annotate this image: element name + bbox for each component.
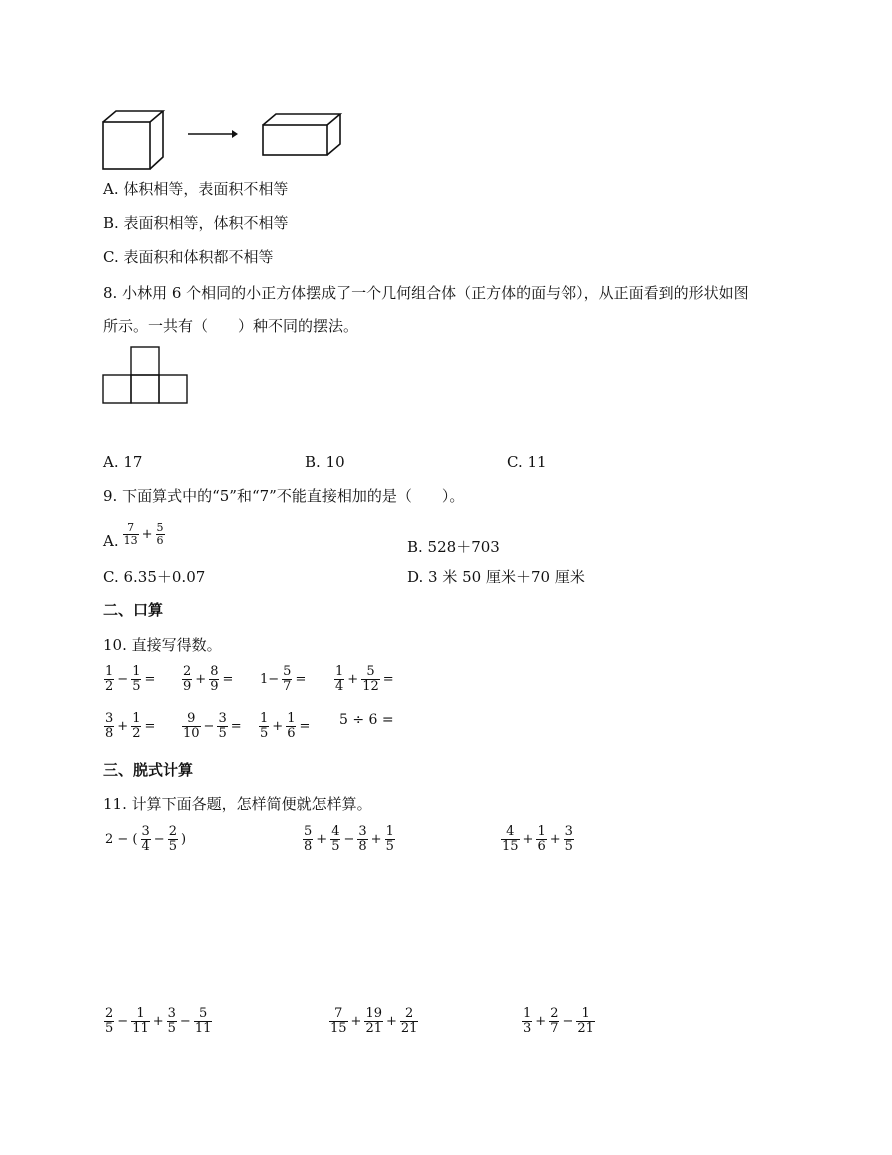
question-8-line2: 所示。一共有（ ）种不同的摆法。	[103, 317, 359, 335]
numerator: 2	[105, 1006, 114, 1021]
numerator: 19	[365, 1006, 382, 1021]
denominator: 5	[331, 839, 340, 854]
fraction	[286, 712, 296, 741]
denominator: 21	[577, 1021, 594, 1036]
operator: −	[179, 1014, 191, 1029]
numerator: 1	[136, 1006, 145, 1021]
operator: +	[350, 1014, 362, 1029]
math-expression	[521, 1007, 596, 1036]
denominator: 6	[287, 726, 296, 741]
fraction	[576, 1007, 595, 1036]
operator: 2 − (	[105, 832, 138, 847]
numerator: 2	[550, 1006, 559, 1021]
denominator: 5	[385, 839, 394, 854]
expression-text: 5 ÷ 6 =	[339, 712, 394, 728]
math-expression	[258, 665, 308, 694]
numerator: 1	[132, 664, 141, 679]
denominator: 2	[132, 726, 141, 741]
math-expression	[302, 825, 396, 854]
operator: +	[549, 832, 561, 847]
numerator: 2	[405, 1006, 414, 1021]
math-expression	[328, 1007, 419, 1036]
fraction	[167, 1007, 177, 1036]
math-expression	[103, 665, 157, 694]
math-expression	[103, 712, 157, 741]
equals-sign: =	[299, 719, 311, 734]
cube-to-cuboid-figure	[100, 108, 360, 178]
option-c: C. 表面积和体积都不相等	[103, 248, 274, 266]
numerator: 2	[183, 664, 192, 679]
section-title: 三、脱式计算	[103, 761, 194, 779]
operator: +	[316, 832, 328, 847]
denominator: 21	[400, 1021, 418, 1036]
operator: +	[141, 526, 153, 542]
fraction	[259, 712, 269, 741]
denominator: 8	[105, 726, 114, 741]
denominator: 15	[502, 839, 519, 854]
fraction	[104, 665, 114, 694]
equals-sign: =	[382, 672, 394, 687]
operator: −	[562, 1014, 574, 1029]
fraction	[385, 825, 395, 854]
denominator: 6	[537, 839, 546, 854]
denominator: 5	[564, 839, 573, 854]
math-expression	[103, 1007, 213, 1036]
math-expression	[258, 712, 312, 741]
denominator: 15	[330, 1021, 347, 1036]
numerator: 1	[537, 824, 546, 839]
denominator: 5	[168, 839, 177, 854]
fraction	[361, 665, 380, 694]
denominator: 9	[183, 679, 192, 694]
math-expression	[103, 825, 188, 854]
operator: +	[272, 719, 284, 734]
denominator: 2	[105, 679, 114, 694]
fraction	[131, 712, 141, 741]
denominator: 3	[523, 1021, 532, 1036]
numerator: 1	[335, 664, 344, 679]
q8-option-b: B. 10	[305, 453, 345, 471]
numerator: 5	[198, 1006, 208, 1021]
numerator: 7	[334, 1006, 343, 1021]
numerator: 3	[358, 824, 367, 839]
fraction	[303, 825, 313, 854]
fraction	[549, 1007, 559, 1036]
question-11-stem: 11. 计算下面各题，怎样简便就怎样算。	[103, 795, 372, 813]
operator: +	[535, 1014, 547, 1029]
denominator: 21	[365, 1021, 382, 1036]
numerator: 4	[506, 824, 515, 839]
operator: +	[152, 1014, 164, 1029]
fraction	[168, 825, 178, 854]
front-view-figure	[102, 345, 192, 407]
math-expression	[181, 712, 244, 741]
operator: +	[195, 672, 207, 687]
numerator: 1	[105, 664, 114, 679]
operator: )	[180, 832, 187, 847]
operator: 1−	[260, 672, 280, 687]
fraction	[334, 665, 344, 694]
denominator: 11	[194, 1021, 212, 1036]
numerator: 2	[168, 824, 177, 839]
numerator: 5	[283, 664, 292, 679]
operator: +	[117, 719, 129, 734]
fraction	[141, 825, 151, 854]
numerator: 1	[287, 711, 296, 726]
option-a-label: A.	[103, 532, 119, 550]
denominator: 5	[132, 679, 141, 694]
equals-sign: =	[230, 719, 242, 734]
fraction	[104, 1007, 114, 1036]
question-10-stem: 10. 直接写得数。	[103, 636, 222, 654]
fraction	[182, 665, 192, 694]
fraction	[330, 825, 340, 854]
q9-option-c: C. 6.35＋0.07	[103, 568, 206, 586]
numerator: 5	[304, 824, 313, 839]
operator: −	[117, 672, 129, 687]
q8-option-c: C. 11	[507, 453, 547, 471]
denominator: 12	[362, 679, 379, 694]
option-a: A. 体积相等，表面积不相等	[103, 180, 289, 198]
numerator: 3	[218, 711, 227, 726]
fraction	[564, 825, 574, 854]
numerator: 1	[260, 711, 269, 726]
equals-sign: =	[295, 672, 307, 687]
denominator: 5	[218, 726, 227, 741]
fraction	[194, 1007, 213, 1036]
operator: −	[153, 832, 165, 847]
numerator: 4	[331, 824, 340, 839]
fraction	[104, 712, 114, 741]
numerator: 1	[132, 711, 141, 726]
denominator: 4	[335, 679, 344, 694]
numerator: 3	[564, 824, 573, 839]
fraction	[364, 1007, 383, 1036]
fraction	[217, 712, 227, 741]
equals-sign: =	[144, 719, 156, 734]
fraction	[282, 665, 292, 694]
q8-option-a: A. 17	[103, 453, 143, 471]
numerator: 3	[167, 1006, 176, 1021]
denominator: 5	[167, 1021, 176, 1036]
numerator: 8	[210, 664, 219, 679]
fraction	[329, 1007, 348, 1036]
operator: +	[386, 1014, 397, 1029]
equals-sign: =	[144, 672, 156, 687]
denominator: 5	[105, 1021, 114, 1036]
numerator: 1	[523, 1006, 532, 1021]
operator: −	[117, 1014, 129, 1029]
fraction	[501, 825, 520, 854]
operator: +	[347, 672, 359, 687]
fraction	[182, 712, 201, 741]
fraction	[357, 825, 367, 854]
numerator: 9	[187, 711, 196, 726]
math-expression	[181, 665, 235, 694]
fraction: $\frac{7}{13}$	[123, 520, 138, 547]
q9-option-b: B. 528＋703	[407, 538, 500, 556]
denominator: 8	[358, 839, 367, 854]
fraction: $\frac{5}{6}$	[156, 520, 164, 547]
numerator: 5	[366, 664, 375, 679]
fraction	[536, 825, 546, 854]
denominator: 7	[550, 1021, 559, 1036]
fraction	[400, 1007, 419, 1036]
q9-option-d: D. 3 米 50 厘米＋70 厘米	[407, 568, 585, 586]
operator: +	[522, 832, 534, 847]
question-8-line1: 8. 小林用 6 个相同的小正方体摆成了一个几何组合体（正方体的面与邻），从正面看到的形状如图	[103, 284, 749, 302]
math-expression	[500, 825, 575, 854]
denominator: 11	[132, 1021, 149, 1036]
fraction	[522, 1007, 532, 1036]
math-expression	[333, 665, 396, 694]
fraction	[131, 1007, 150, 1036]
denominator: 10	[183, 726, 200, 741]
numerator: 3	[105, 711, 114, 726]
fraction	[131, 665, 141, 694]
denominator: 8	[304, 839, 313, 854]
numerator: 3	[141, 824, 150, 839]
equals-sign: =	[222, 672, 234, 687]
denominator: 7	[283, 679, 292, 694]
numerator: 1	[385, 824, 394, 839]
section-title: 二、口算	[103, 601, 164, 619]
denominator: 4	[141, 839, 150, 854]
numerator: 1	[581, 1006, 590, 1021]
operator: +	[370, 832, 382, 847]
option-b: B. 表面积相等，体积不相等	[103, 214, 289, 232]
operator: −	[343, 832, 355, 847]
operator: −	[203, 719, 215, 734]
q9-option-a	[103, 518, 166, 550]
denominator: 5	[260, 726, 269, 741]
question-9-stem: 9. 下面算式中的“5”和“7”不能直接相加的是（ ）。	[103, 487, 465, 505]
denominator: 9	[210, 679, 219, 694]
fraction	[209, 665, 219, 694]
math-expression	[339, 712, 394, 728]
